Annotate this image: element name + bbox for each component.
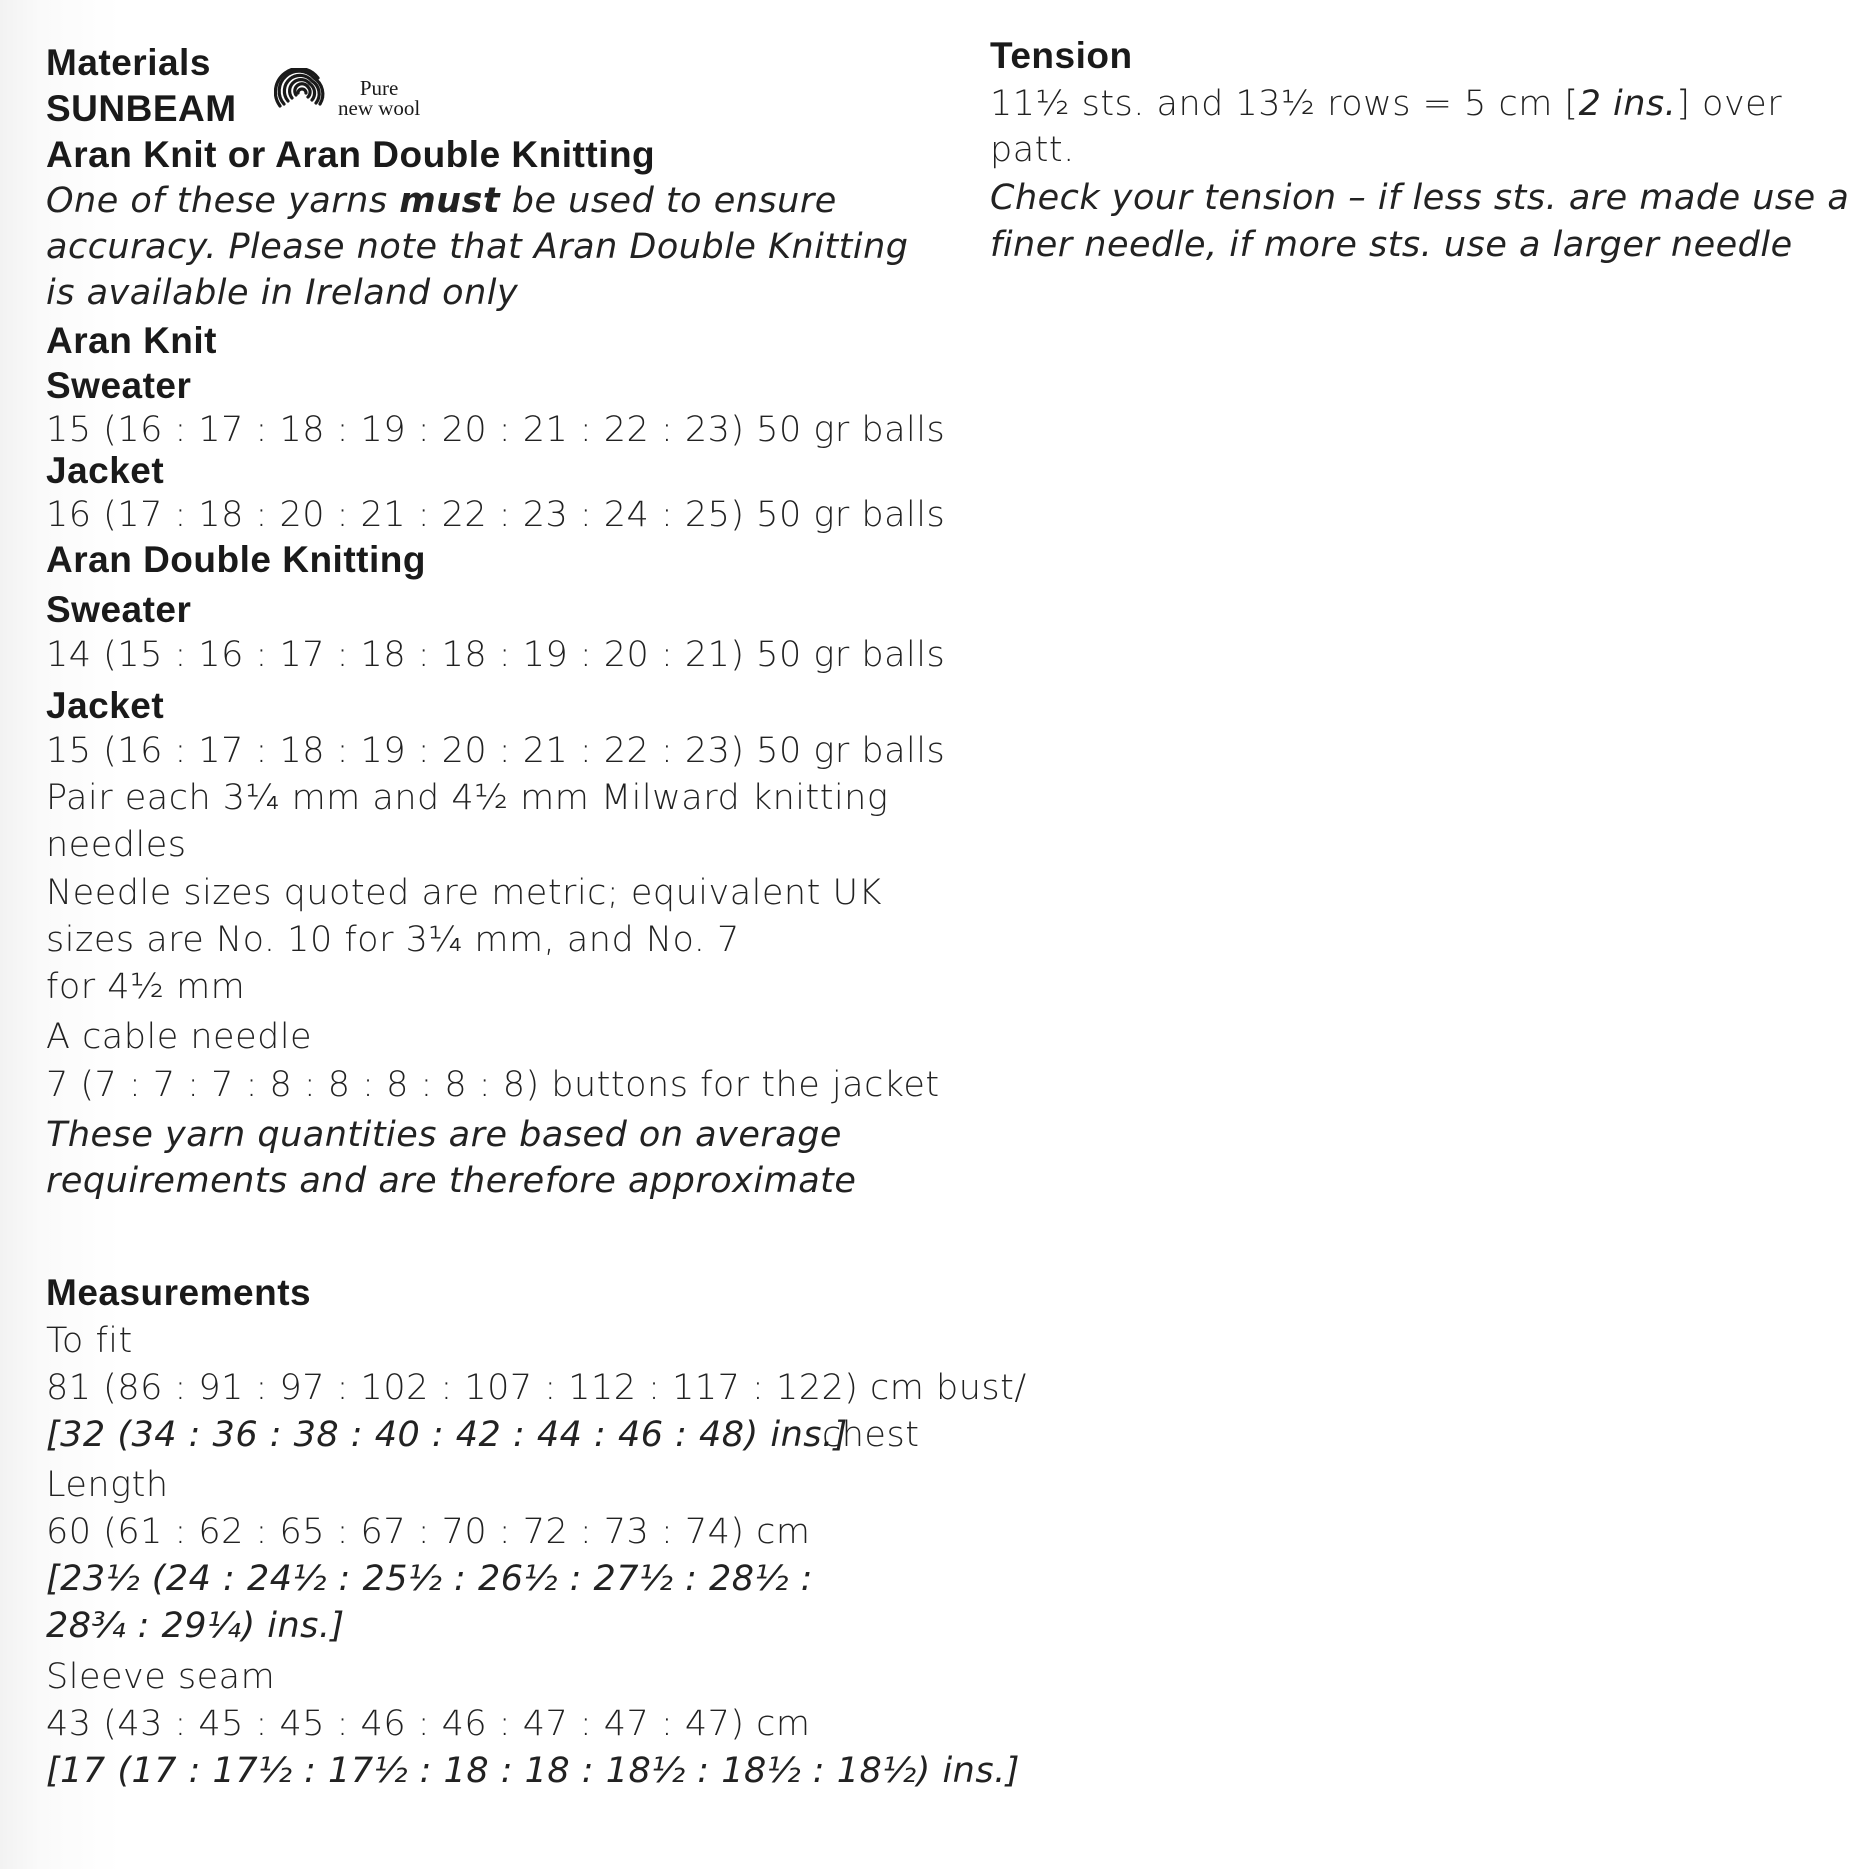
woolmark-label-line2: new wool — [338, 96, 421, 120]
woolmark-logo — [274, 68, 330, 118]
length-ins-line2: 28¾ : 29¼) ins.] — [46, 1606, 345, 1646]
aran-dk-heading: Aran Double Knitting — [46, 539, 426, 580]
tension-line1-part-b: ] over — [1676, 84, 1783, 124]
aran-dk-sweater-label: Sweater — [46, 589, 192, 630]
aran-knit-sweater-quantity: 15 (16 : 17 : 18 : 19 : 20 : 21 : 22 : 23) 50 gr balls — [46, 410, 946, 450]
needle-sizes-line3: for 4½ mm — [46, 967, 246, 1007]
woolmark-label-line1: Pure — [359, 76, 399, 100]
aran-knit-jacket-quantity: 16 (17 : 18 : 20 : 21 : 22 : 23 : 24 : 25) 50 gr balls — [46, 495, 946, 535]
aran-knit-jacket-label: Jacket — [46, 450, 165, 491]
cable-needle: A cable needle — [46, 1017, 313, 1057]
length-cm: 60 (61 : 62 : 65 : 67 : 70 : 72 : 73 : 74) cm — [46, 1512, 811, 1552]
tension-line2: patt. — [990, 130, 1075, 170]
aran-knit-sweater-label: Sweater — [46, 365, 192, 406]
to-fit-cm: 81 (86 : 91 : 97 : 102 : 107 : 112 : 117 : 122) cm bust/ — [46, 1368, 1027, 1408]
sleeve-seam-cm: 43 (43 : 45 : 45 : 46 : 46 : 47 : 47 : 47) cm — [46, 1704, 811, 1744]
tension-line1-part-a: 11½ sts. and 13½ rows = 5 cm [ — [990, 84, 1579, 124]
yarn-note-line2: accuracy. Please note that Aran Double Knitting — [46, 227, 909, 267]
to-fit-ins: [32 (34 : 36 : 38 : 40 : 42 : 44 : 46 : 48) ins.] — [46, 1415, 848, 1455]
tension-check-line2: finer needle, if more sts. use a larger needle — [990, 225, 1793, 265]
length-ins-line1: [23½ (24 : 24½ : 25½ : 26½ : 27½ : 28½ : — [46, 1559, 813, 1599]
needle-sizes-line2: sizes are No. 10 for 3¼ mm, and No. 7 — [46, 920, 740, 960]
aran-knit-heading: Aran Knit — [46, 320, 217, 361]
tension-line1-ins: 2 ins. — [1578, 84, 1677, 124]
brand-name: SUNBEAM — [46, 88, 237, 129]
materials-heading: Materials — [46, 42, 211, 83]
sleeve-seam-label: Sleeve seam — [46, 1657, 276, 1697]
yarn-note-part-a: One of these yarns — [46, 181, 400, 221]
to-fit-label: To fit — [46, 1321, 133, 1361]
tension-check-line1: Check your tension – if less sts. are made use a — [990, 178, 1850, 218]
yarn-note-must: must — [399, 181, 501, 221]
aran-dk-jacket-quantity: 15 (16 : 17 : 18 : 19 : 20 : 21 : 22 : 23) 50 gr balls — [46, 731, 946, 771]
aran-dk-jacket-label: Jacket — [46, 685, 165, 726]
tension-line1 — [990, 81, 1782, 127]
needle-sizes-line1: Needle sizes quoted are metric; equivalent UK — [46, 873, 883, 913]
yarn-note-line1 — [46, 178, 837, 224]
approx-note-line2: requirements and are therefore approximate — [46, 1161, 857, 1201]
needles-line2: needles — [46, 825, 187, 865]
yarn-note-part-b: be used to ensure — [500, 181, 837, 221]
yarn-heading: Aran Knit or Aran Double Knitting — [46, 134, 656, 175]
buttons-quantity: 7 (7 : 7 : 7 : 8 : 8 : 8 : 8 : 8) buttons for the jacket — [46, 1065, 940, 1105]
length-label: Length — [46, 1465, 169, 1505]
sleeve-seam-ins: [17 (17 : 17½ : 17½ : 18 : 18 : 18½ : 18½ : 18½) ins.] — [46, 1751, 1020, 1791]
needles-line1: Pair each 3¼ mm and 4½ mm Milward knitting — [46, 778, 889, 818]
tension-heading: Tension — [990, 35, 1133, 76]
yarn-note-line3: is available in Ireland only — [46, 273, 519, 313]
aran-dk-sweater-quantity: 14 (15 : 16 : 17 : 18 : 18 : 19 : 20 : 21) 50 gr balls — [46, 635, 946, 675]
woolmark-label — [338, 78, 420, 118]
to-fit-chest: chest — [822, 1415, 920, 1455]
measurements-heading: Measurements — [46, 1272, 312, 1313]
approx-note-line1: These yarn quantities are based on average — [46, 1115, 842, 1155]
